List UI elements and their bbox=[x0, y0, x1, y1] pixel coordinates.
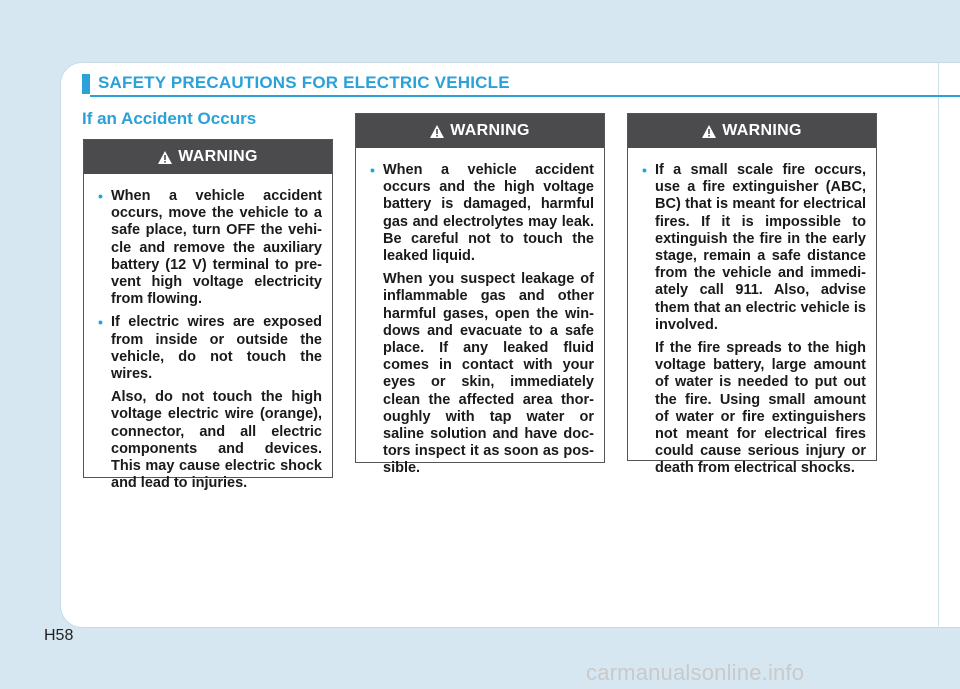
bullet-icon: • bbox=[642, 162, 647, 178]
bullet-item bbox=[98, 188, 322, 308]
bullet-item bbox=[370, 162, 594, 265]
right-margin-rule bbox=[938, 62, 939, 626]
warning-triangle-icon bbox=[430, 125, 444, 138]
warning-box-3 bbox=[627, 113, 877, 477]
page-number: H58 bbox=[44, 627, 74, 644]
warning-header bbox=[628, 114, 876, 148]
warning-label: WARNING bbox=[722, 122, 802, 139]
section-title: SAFETY PRECAUTIONS FOR ELECTRIC VEHICLE bbox=[98, 73, 510, 92]
bullet-item bbox=[98, 314, 322, 383]
watermark[interactable]: carmanualsonline.info bbox=[586, 660, 805, 685]
warning-box-2 bbox=[355, 113, 605, 477]
header-accent-bar bbox=[82, 74, 90, 94]
warning-header bbox=[84, 140, 332, 174]
bullet-icon: • bbox=[98, 314, 103, 331]
warning-body bbox=[628, 148, 876, 478]
paragraph: When you suspect leakage of inflammable gas and other harmful gases, open the win- dows and evacuate to a safe place. If any leaked fluid comes in contact with your eyes or skin, immediately clean the affected area thor- oughly with tap water or saline solution and have doc- tors inspect it as soon as pos- sible. bbox=[383, 271, 594, 477]
warning-header bbox=[356, 114, 604, 148]
warning-box-1 bbox=[83, 139, 333, 492]
warning-body bbox=[356, 148, 604, 478]
subsection-heading: If an Accident Occurs bbox=[82, 109, 257, 128]
warning-body bbox=[84, 174, 332, 492]
bullet-item bbox=[642, 162, 866, 334]
paragraph: If the fire spreads to the high voltage battery, large amount of water is needed to put out the fire. Using small amount of water or fire extinguishers not meant for electrical fires could cause serious injury or death from electrical shocks. bbox=[655, 340, 866, 477]
bullet-icon: • bbox=[98, 188, 103, 204]
paragraph: Also, do not touch the high voltage electric wire (orange), connector, and all electric components and devices. This may cause electric shock and lead to injuries. bbox=[111, 389, 322, 492]
bullet-icon: • bbox=[370, 162, 375, 178]
warning-label: WARNING bbox=[178, 148, 258, 165]
warning-label: WARNING bbox=[450, 122, 530, 139]
paragraph: When a vehicle accident occurs and the high voltage battery is damaged, harmful gas and electrolytes may leak. Be careful not to touch the leaked liquid. bbox=[383, 162, 594, 265]
header-underline bbox=[90, 95, 960, 97]
warning-triangle-icon bbox=[702, 125, 716, 138]
paragraph: If a small scale fire occurs, use a fire extinguisher (ABC, BC) that is meant for electrical fires. If it is impossible to extinguish the fire in the early stage, remain a safe distance from the vehicle and immedi- ately call 911. Also, advise them that an electric vehicle is involved. bbox=[655, 162, 866, 333]
warning-triangle-icon bbox=[158, 151, 172, 164]
paragraph: When a vehicle accident occurs, move the vehicle to a safe place, turn OFF the vehi- cle and remove the auxiliary battery (12 V) terminal to pre- vent high voltage electricity from flowing. bbox=[111, 188, 322, 308]
paragraph: If electric wires are exposed from inside or outside the vehicle, do not touch the wires. bbox=[111, 314, 322, 383]
